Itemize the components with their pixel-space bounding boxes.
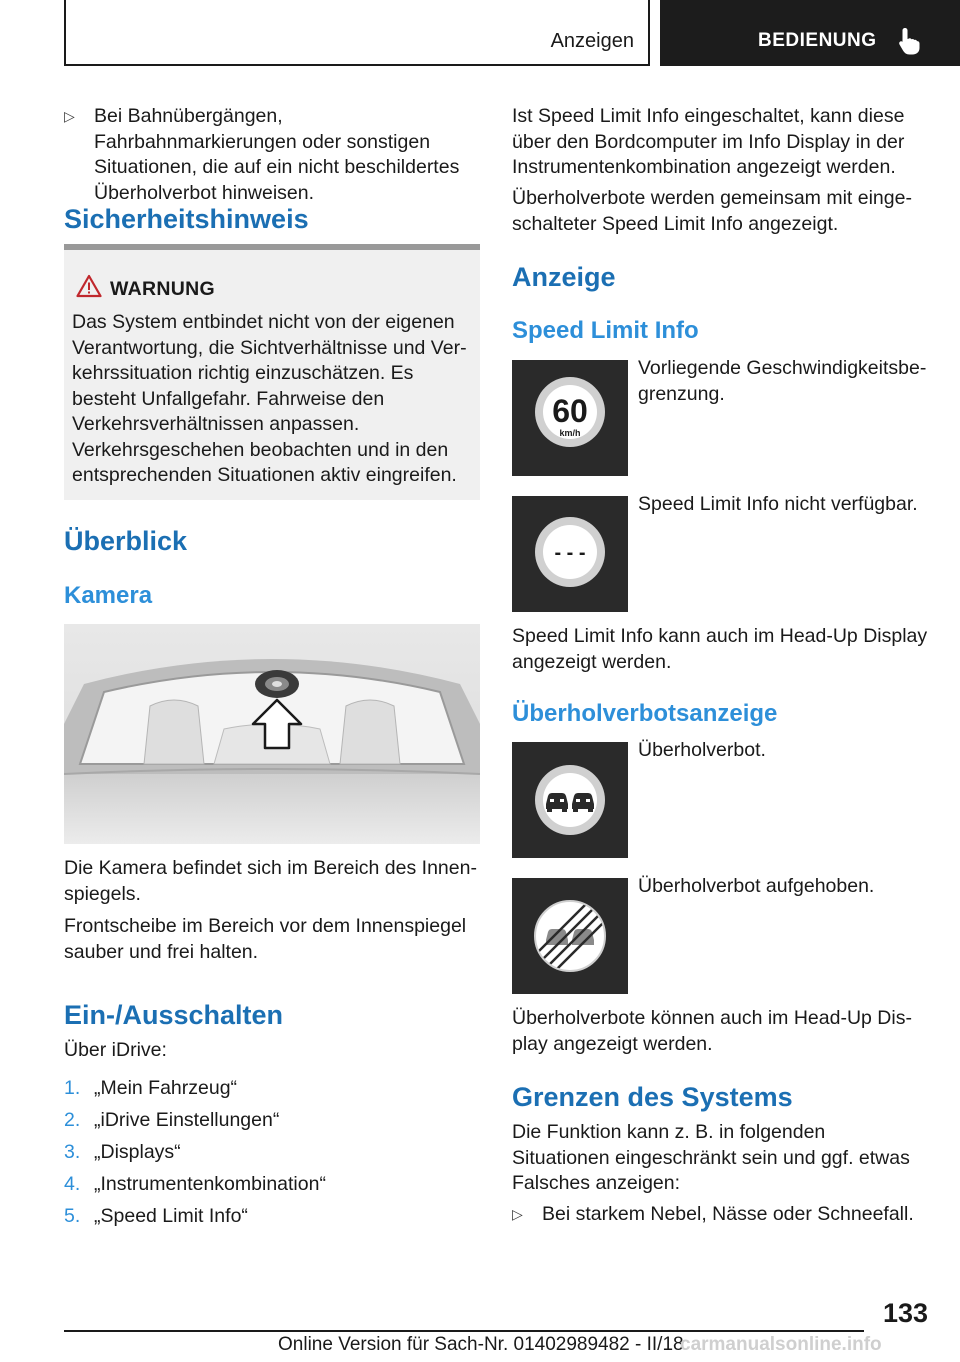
limits-heading: Grenzen des Systems — [512, 1082, 793, 1112]
header-chapter-box — [660, 0, 960, 66]
header-section-title: Anzeigen — [550, 30, 634, 52]
display-heading: Anzeige — [512, 262, 616, 292]
sign2-text: Speed Limit Info nicht verfügbar. — [638, 493, 918, 515]
no-overtaking-sign-image — [512, 742, 628, 858]
speed-limit-sign-image — [512, 360, 628, 476]
step-text: „Displays“ — [94, 1141, 181, 1163]
overtake-heading: Überholverbotsanzeige — [512, 700, 778, 727]
onoff-heading: Ein-/Ausschalten — [64, 1000, 284, 1030]
camera-text-2: Frontscheibe im Bereich vor dem Innenspiegel sauber und frei halten. — [64, 915, 467, 963]
triangle-bullet-icon: ▷ — [512, 1206, 523, 1222]
warning-text: Das System entbindet nicht von der eigenen Verantwortung, die Sichtverhältnisse und Verkehrssituation richtig einzuschätzen. Es besteht Unfallgefahr. Fahrweise den Verkehrsverhältnissen anpassen. Verkehrsgeschehen beobachten und in den entsprechenden Situationen aktiv eingreifen. — [72, 311, 467, 486]
onoff-intro: Über iDrive: — [64, 1039, 167, 1061]
step-number: 5. — [64, 1205, 81, 1227]
intro-bullet-text: Bei Bahnübergängen, Fahrbahnmarkierungen oder sonstigen Situationen, die auf ein nicht beschildertes Überholverbot hinweisen. — [94, 105, 460, 204]
end-no-overtaking-sign-image — [512, 878, 628, 994]
warning-box — [64, 244, 480, 500]
step-number: 1. — [64, 1077, 81, 1099]
triangle-bullet-icon: ▷ — [64, 108, 75, 124]
watermark: carmanualsonline.info — [680, 1334, 882, 1355]
right-intro-2: Überholverbote werden gemeinsam mit eingeschalteter Speed Limit Info angezeigt. — [512, 187, 912, 235]
limits-bullet-text: Bei starkem Nebel, Nässe oder Schneefall. — [542, 1203, 914, 1225]
pointing-hand-icon — [896, 26, 924, 56]
warning-title: WARNUNG — [110, 278, 216, 300]
step-number: 4. — [64, 1173, 81, 1195]
footer-divider — [64, 1330, 864, 1332]
sign3-text: Überholverbot. — [638, 739, 766, 761]
step-text: „Instrumentenkombination“ — [94, 1173, 326, 1195]
step-text: „Speed Limit Info“ — [94, 1205, 248, 1227]
camera-location-image — [64, 624, 480, 844]
overtake-hud-text: Überholverbote können auch im Head-Up Display angezeigt werden. — [512, 1007, 912, 1055]
hud-text: Speed Limit Info kann auch im Head-Up Display angezeigt werden. — [512, 625, 928, 673]
sign1-text: Vorliegende Geschwindigkeitsbegrenzung. — [638, 357, 927, 405]
overview-heading: Überblick — [64, 526, 188, 556]
step-number: 3. — [64, 1141, 81, 1163]
step-text: „Mein Fahrzeug“ — [94, 1077, 238, 1099]
sli-heading: Speed Limit Info — [512, 317, 699, 344]
safety-heading: Sicherheitshinweis — [64, 204, 309, 234]
speed-limit-placeholder: - - - — [554, 542, 586, 564]
step-text: „iDrive Einstellungen“ — [94, 1109, 280, 1131]
page-number: 133 — [882, 1298, 928, 1328]
footer-online-version: Online Version für Sach-Nr. 01402989482 - II/18 — [278, 1334, 684, 1355]
warning-triangle-icon — [76, 274, 102, 298]
step-number: 2. — [64, 1109, 81, 1131]
sign4-text: Überholverbot aufgehoben. — [638, 875, 875, 897]
camera-text-1: Die Kamera befindet sich im Bereich des Innenspiegels. — [64, 857, 477, 905]
speed-limit-value: 60 — [552, 393, 588, 429]
header-section-box — [64, 0, 650, 66]
speed-limit-unavailable-image — [512, 496, 628, 612]
right-intro-1: Ist Speed Limit Info eingeschaltet, kann diese über den Bordcomputer im Info Display in der Instrumentenkombination angezeigt werden. — [512, 105, 905, 178]
speed-limit-unit: km/h — [559, 428, 581, 438]
limits-text: Die Funktion kann z. B. in folgenden Situationen eingeschränkt sein und ggf. etwas Falsches anzeigen: — [512, 1121, 910, 1194]
header-chapter-title: BEDIENUNG — [758, 30, 877, 51]
camera-heading: Kamera — [64, 582, 153, 609]
